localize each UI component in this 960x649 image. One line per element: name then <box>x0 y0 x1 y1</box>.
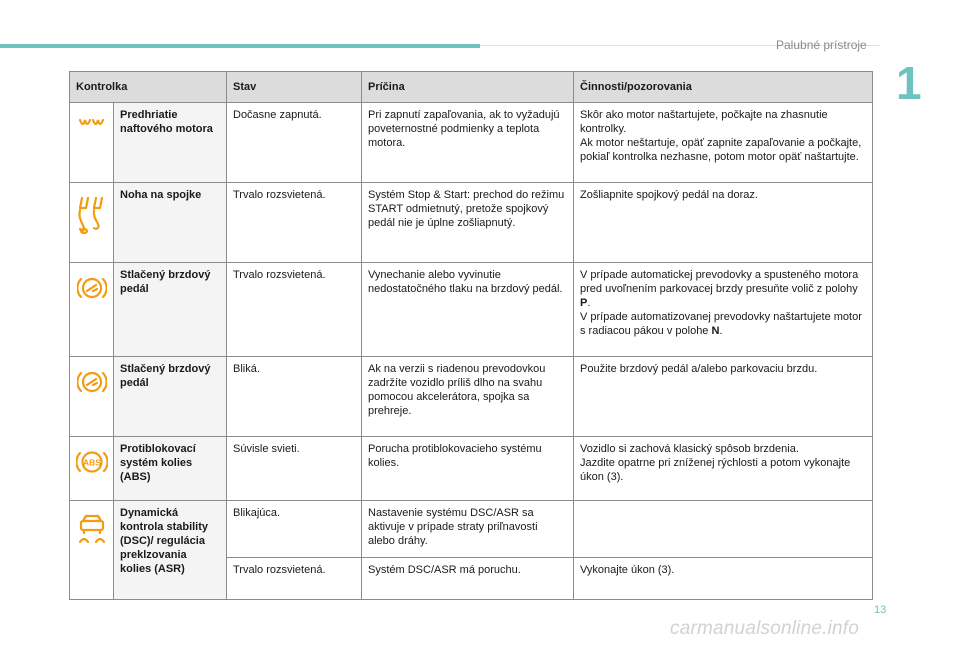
chapter-number: 1 <box>896 57 922 109</box>
action-text: V prípade automatizovanej prevodovky naštartujete motor s radiacou pákou v polohe <box>580 311 862 337</box>
column-header-state: Stav <box>227 72 362 103</box>
column-header-cause: Príčina <box>362 72 574 103</box>
dsc-skid-car-icon <box>76 512 108 546</box>
gear-position-n: N <box>711 325 720 337</box>
indicator-name: Noha na spojke <box>114 183 227 263</box>
icon-cell <box>70 263 114 357</box>
cause-cell: Vynechanie alebo vyvinutie nedostatočného tlaku na brzdový pedál. <box>362 263 574 357</box>
glow-plug-icon <box>77 114 107 136</box>
action-text: . <box>719 325 723 337</box>
action-cell: Použite brzdový pedál a/alebo parkovaciu brzdu. <box>574 357 873 437</box>
icon-cell <box>70 357 114 437</box>
cause-cell: Nastavenie systému DSC/ASR sa aktivuje v prípade straty priľnavosti alebo dráhy. <box>362 501 574 558</box>
action-text: . <box>587 297 591 309</box>
page-number: 13 <box>874 604 887 616</box>
state-cell: Trvalo rozsvietená. <box>227 558 362 600</box>
action-cell: Vozidlo si zachová klasický spôsob brzdenia. Jazdite opatrne pri zníženej rýchlosti a potom vykonajte úkon (3). <box>574 437 873 501</box>
indicator-name: Stlačený brzdový pedál <box>114 263 227 357</box>
abs-icon <box>76 448 108 476</box>
table-row <box>70 357 873 437</box>
state-cell: Trvalo rozsvietená. <box>227 183 362 263</box>
action-cell: Vykonajte úkon (3). <box>574 558 873 600</box>
state-cell: Blikajúca. <box>227 501 362 558</box>
icon-cell <box>70 437 114 501</box>
indicator-name: Protiblokovací systém kolies (ABS) <box>114 437 227 501</box>
action-cell: Zošliapnite spojkový pedál na doraz. <box>574 183 873 263</box>
icon-cell <box>70 103 114 183</box>
action-cell: Skôr ako motor naštartujete, počkajte na zhasnutie kontrolky. Ak motor neštartuje, opäť zapnite zapaľovanie a počkajte, pokiaľ kontrolka nezhasne, potom motor opäť naštartujte. <box>574 103 873 183</box>
table-header-row <box>70 72 873 103</box>
indicator-name: Dynamická kontrola stability (DSC)/ regulácia preklzovania kolies (ASR) <box>114 501 227 600</box>
brake-pedal-icon <box>77 274 107 302</box>
icon-cell <box>70 501 114 600</box>
cause-cell: Systém DSC/ASR má poruchu. <box>362 558 574 600</box>
cause-cell: Pri zapnutí zapaľovania, ak to vyžadujú poveternostné podmienky a teplota motora. <box>362 103 574 183</box>
action-text: V prípade automatickej prevodovky a spusteného motora pred uvoľnením parkovacej brzdy presuňte volič z polohy <box>580 269 859 295</box>
icon-cell <box>70 183 114 263</box>
abs-icon-label: ABS <box>83 457 101 468</box>
cause-cell: Systém Stop & Start: prechod do režimu START odmietnutý, pretože spojkový pedál nie je úplne zošliapnutý. <box>362 183 574 263</box>
brake-pedal-icon <box>77 368 107 396</box>
indicator-name: Predhriatie naftového motora <box>114 103 227 183</box>
header-accent-bar <box>0 44 480 48</box>
table-row <box>70 437 873 501</box>
section-title: Palubné prístroje <box>776 38 867 52</box>
action-cell <box>574 501 873 558</box>
state-cell: Dočasne zapnutá. <box>227 103 362 183</box>
column-header-action: Činnosti/pozorovania <box>574 72 873 103</box>
state-cell: Trvalo rozsvietená. <box>227 263 362 357</box>
cause-cell: Porucha protiblokovacieho systému kolies. <box>362 437 574 501</box>
foot-on-clutch-icon <box>76 194 108 234</box>
watermark: carmanualsonline.info <box>670 618 860 639</box>
column-header-indicator: Kontrolka <box>70 72 227 103</box>
table-row <box>70 183 873 263</box>
indicator-name: Stlačený brzdový pedál <box>114 357 227 437</box>
state-cell: Súvisle svieti. <box>227 437 362 501</box>
gear-position-p: P <box>580 297 588 309</box>
state-cell: Bliká. <box>227 357 362 437</box>
table-row <box>70 103 873 183</box>
table-row <box>70 501 873 558</box>
table-row <box>70 263 873 357</box>
cause-cell: Ak na verzii s riadenou prevodovkou zadržíte vozidlo príliš dlho na svahu pomocou akcelerátora, spojka sa prehreje. <box>362 357 574 437</box>
action-cell <box>574 263 873 357</box>
warning-lights-table <box>69 71 873 600</box>
